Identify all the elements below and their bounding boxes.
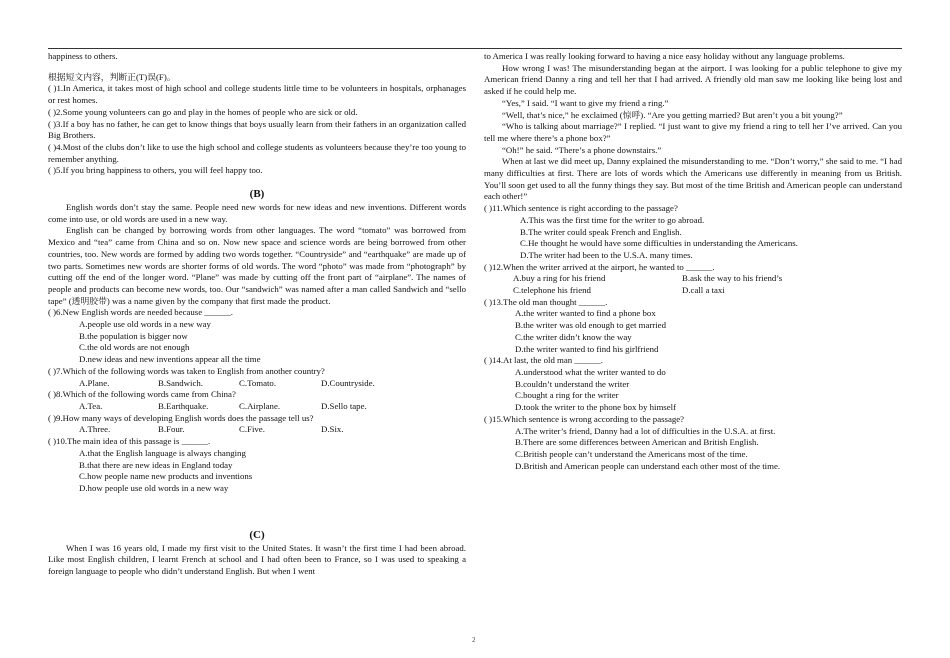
option: D.The writer had been to the U.S.A. many times. <box>520 249 693 260</box>
option: C.Tomato. <box>239 377 277 388</box>
options-row <box>48 424 466 436</box>
option: D.how people use old words in a new way <box>79 482 229 493</box>
question-8: ( )8.Which of the following words came from China? <box>48 389 236 400</box>
option: D.Six. <box>321 424 344 435</box>
options-row <box>484 273 902 285</box>
passage-paragraph: How wrong I was! The misunderstanding began at the airport. I was looking for a public telephone to give my American friend Danny a ring and tell her that I had arrived. A friendly old man saw me looking like being lost and asked if he could help me. <box>484 62 902 97</box>
top-rule <box>48 48 902 49</box>
tf-question: ( )4.Most of the clubs don’t like to use the high school and college students as volunteers because they’re too young to remember anything. <box>48 141 466 164</box>
right-column <box>484 51 902 472</box>
tf-question: ( )2.Some young volunteers can go and play in the homes of people who are sick or old. <box>48 106 358 117</box>
option: B.the population is bigger now <box>79 330 188 341</box>
question-14: ( )14.At last, the old man ______. <box>484 355 603 366</box>
option: A.Plane. <box>79 377 110 388</box>
passage-paragraph: “Oh!” he said. “There’s a phone downstairs.” <box>502 144 662 155</box>
option: B.ask the way to his friend’s <box>682 273 783 284</box>
option: A.Three. <box>79 424 111 435</box>
passage-paragraph: English words don’t stay the same. People need new words for new ideas and new inventions. Different words come into use, or old words are used in a new way. <box>48 202 466 224</box>
option: C.the old words are not enough <box>79 342 190 353</box>
option: A.understood what the writer wanted to do <box>515 366 666 377</box>
options-row <box>48 378 466 390</box>
question-10: ( )10.The main idea of this passage is ______. <box>48 436 211 447</box>
passage-paragraph: English can be changed by borrowing words from other languages. The word “tomato” was borrowed from Mexico and “tea” came from China and so on. Now new space and science words are being borrowed from other countries, too. New words are formed by adding two words together. “Countryside” and “earthquake” are made up of two parts. Sometimes new words are shorter forms of old words. The word “photo” was made from “photograph” by cutting off the end of the longer word. “Plane” was made by cutting off the front part of “airplane”. The names of people and products can become new words, too. Our “sandwich” was named after a man called Sandwich and “sello tape” (透明胶带) was a name given by the company that first made the product. <box>48 225 466 306</box>
left-column <box>48 51 466 578</box>
option: A.This was the first time for the writer to go abroad. <box>520 214 705 225</box>
option: A.that the English language is always changing <box>79 447 246 458</box>
option: C.the writer didn’t know the way <box>515 331 632 342</box>
question-11: ( )11.Which sentence is right according to the passage? <box>484 203 678 214</box>
option: D.took the writer to the phone box by himself <box>515 402 677 413</box>
option: C.Five. <box>239 424 265 435</box>
option: A.buy a ring for his friend <box>513 273 606 284</box>
question-7: ( )7.Which of the following words was taken to English from another country? <box>48 365 325 376</box>
question-13: ( )13.The old man thought ______. <box>484 296 608 307</box>
option: C.British people can’t understand the Americans most of the time. <box>515 448 748 459</box>
option: B.that there are new ideas in England today <box>79 459 233 470</box>
question-9: ( )9.How many ways of developing English words does the passage tell us? <box>48 412 314 423</box>
option: D.new ideas and new inventions appear all the time <box>79 354 261 365</box>
section-b-title: (B) <box>249 188 265 201</box>
tf-question: ( )3.If a boy has no father, he can get to know things that boys usually learn from their fathers in an organization called Big Brothers. <box>48 118 466 141</box>
question-15: ( )15.Which sentence is wrong according to the passage? <box>484 413 685 424</box>
question-12: ( )12.When the writer arrived at the airport, he wanted to ______. <box>484 261 715 272</box>
tf-question: ( )1.In America, it takes most of high school and college students little time to be volunteers in hospitals, orphanages or rest homes. <box>48 83 466 106</box>
option: D.British and American people can understand each other most of the time. <box>515 460 781 471</box>
option: D.the writer wanted to find his girlfriend <box>515 343 659 354</box>
options-row <box>484 285 902 297</box>
option: A.people use old words in a new way <box>79 319 211 330</box>
option: B.couldn’t understand the writer <box>515 378 630 389</box>
section-c-title: (C) <box>249 528 265 541</box>
option: C.how people name new products and inventions <box>79 471 253 482</box>
option: C.telephone his friend <box>513 285 591 296</box>
option: D.Countryside. <box>321 377 375 388</box>
option: D.Sello tape. <box>321 400 367 411</box>
option: C.He thought he would have some difficulties in understanding the Americans. <box>520 238 798 249</box>
passage-paragraph: When I was 16 years old, I made my first visit to the United States. It wasn’t the first time I had been abroad. Like most English children, I learnt French at school and I had often been to France, so I was used to speaking a foreign language to people who didn’t understand English. But when I went <box>48 542 466 577</box>
option: B.The writer could speak French and English. <box>520 226 682 237</box>
page-number: 2 <box>472 636 476 644</box>
carryover-text: happiness to others. <box>48 51 118 61</box>
passage-paragraph: “Well, that’s nice,” he exclaimed (惊呼). “Are you getting married? But aren’t you a bit young?” <box>502 109 843 120</box>
tf-question: ( )5.If you bring happiness to others, you will feel happy too. <box>48 165 263 176</box>
options-row <box>48 401 466 413</box>
option: C.bought a ring for the writer <box>515 390 619 401</box>
option: B.Earthquake. <box>158 400 209 411</box>
option: A.Tea. <box>79 400 103 411</box>
question-6: ( )6.New English words are needed because ______. <box>48 307 233 318</box>
option: B.Sandwich. <box>158 377 203 388</box>
option: C.Airplane. <box>239 400 281 411</box>
option: B.Four. <box>158 424 185 435</box>
passage-paragraph: “Who is talking about marriage?” I replied. “I just want to give my friend a ring to tell her I’ve arrived. Can you tell me where there’s a phone box?” <box>484 121 902 143</box>
option: B.the writer was old enough to get married <box>515 320 666 331</box>
option: A.The writer’s friend, Danny had a lot of difficulties in the U.S.A. at first. <box>515 425 776 436</box>
option: A.the writer wanted to find a phone box <box>515 308 656 319</box>
tf-instruction: 根据短文内容，判断正(T)误(F)。 <box>48 71 176 82</box>
option: B.There are some differences between American and British English. <box>515 437 759 448</box>
passage-paragraph: When at last we did meet up, Danny explained the misunderstanding to me. “Don’t worry,” she said to me. “I had many difficulties at first. There are lots of words which the Americans use differently in meaning from us British. You’ll soon get used to all the funny things they say. But most of the time British and American people can understand each other!” <box>484 156 902 202</box>
carryover-text: to America I was really looking forward to having a nice easy holiday without any language problems. <box>484 51 845 61</box>
passage-paragraph: “Yes,” I said. “I want to give my friend a ring.” <box>502 97 669 108</box>
option: D.call a taxi <box>682 285 725 296</box>
